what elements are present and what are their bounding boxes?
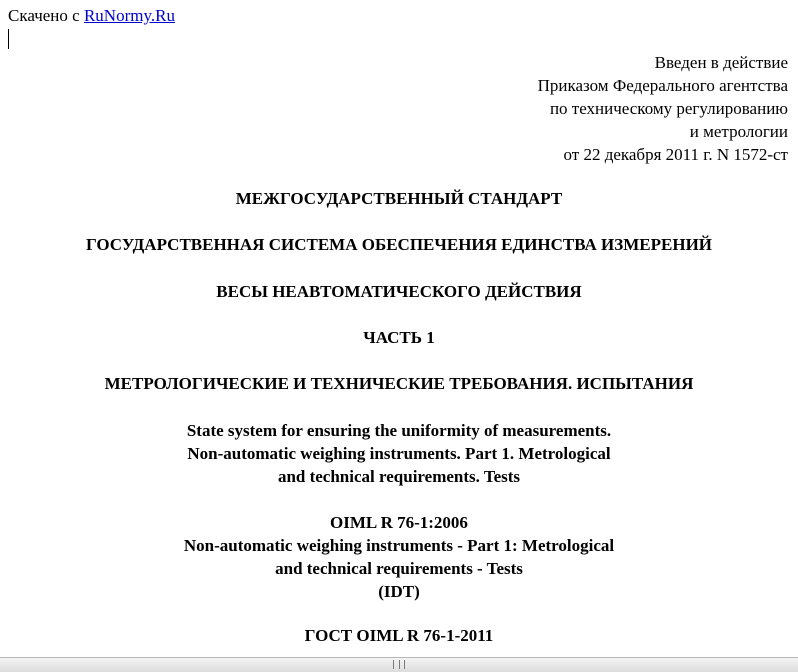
source-line	[8, 5, 175, 27]
gost-designation: ГОСТ OIML R 76-1-2011	[304, 626, 494, 645]
oiml-line: and technical requirements - Tests	[275, 559, 523, 578]
heading-measurement-system: ГОСУДАРСТВЕННАЯ СИСТЕМА ОБЕСПЕЧЕНИЯ ЕДИНСТВА ИЗМЕРЕНИЙ	[85, 235, 713, 254]
horizontal-scrollbar[interactable]	[0, 657, 798, 672]
english-title	[0, 419, 798, 488]
approval-line: и метрологии	[689, 122, 788, 141]
source-prefix: Скачено с	[8, 6, 84, 25]
heading-interstate-standard: МЕЖГОСУДАРСТВЕННЫЙ СТАНДАРТ	[235, 189, 563, 208]
text-cursor	[8, 29, 9, 49]
source-link[interactable]: RuNormy.Ru	[83, 6, 175, 25]
oiml-reference	[0, 511, 798, 603]
oiml-line: Non-automatic weighing instruments - Part 1: Metrological	[183, 536, 615, 555]
english-title-line: Non-automatic weighing instruments. Part 1. Metrological	[187, 444, 611, 463]
approval-line: по техническому регулированию	[549, 99, 788, 118]
english-title-line: State system for ensuring the uniformity of measurements.	[186, 421, 612, 440]
oiml-line: OIML R 76-1:2006	[330, 513, 468, 532]
approval-line: Введен в действие	[654, 53, 788, 72]
scrollbar-grip-icon[interactable]	[393, 660, 405, 669]
heading-part: ЧАСТЬ 1	[363, 328, 435, 347]
heading-weighing-instruments: ВЕСЫ НЕАВТОМАТИЧЕСКОГО ДЕЙСТВИЯ	[216, 282, 582, 301]
approval-line: Приказом Федерального агентства	[537, 76, 788, 95]
english-title-line: and technical requirements. Tests	[277, 467, 521, 486]
approval-block	[538, 51, 788, 166]
approval-line: от 22 декабря 2011 г. N 1572-ст	[563, 145, 788, 164]
heading-requirements: МЕТРОЛОГИЧЕСКИЕ И ТЕХНИЧЕСКИЕ ТРЕБОВАНИЯ. ИСПЫТАНИЯ	[104, 374, 694, 393]
oiml-line: (IDT)	[378, 582, 420, 601]
